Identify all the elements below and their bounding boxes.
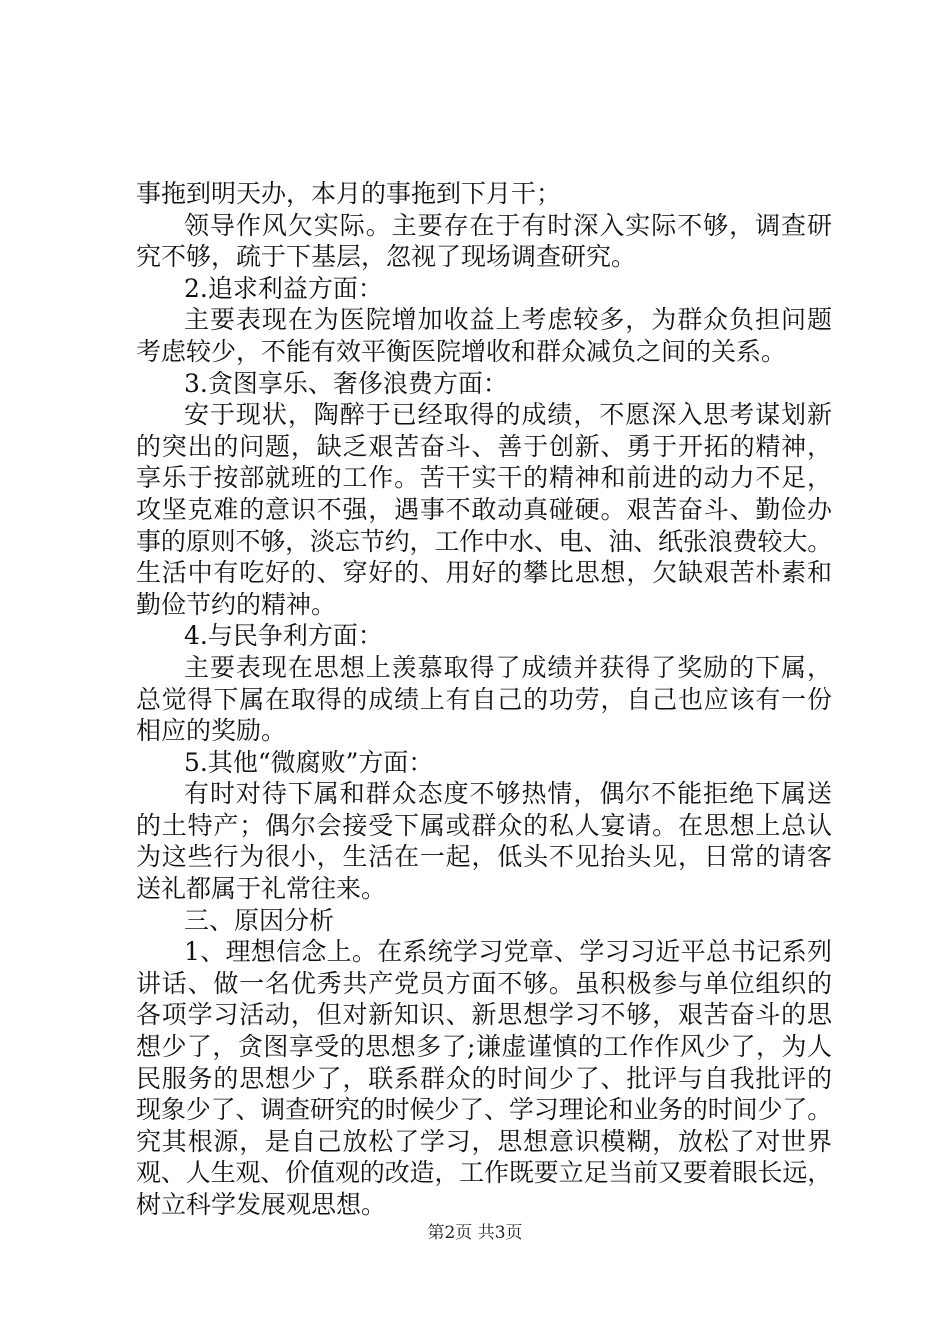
text-line: 为这些行为很小，生活在一起，低头不见抬头见，日常的请客 [136,842,832,872]
text-line: 观、人生观、价值观的改造，工作既要立足当前又要着眼长远， [136,1158,833,1188]
text-line: 现象少了、调查研究的时候少了、学习理论和业务的时间少了。 [136,1095,833,1125]
page-footer: 第2页 共3页 [427,1223,523,1243]
text-line: 相应的奖励。 [136,716,287,746]
text-line: 各项学习活动，但对新知识、新思想学习不够，艰苦奋斗的思 [136,1000,832,1030]
text-line: 考虑较少，不能有效平衡医院增收和群众减负之间的关系。 [136,336,787,366]
text-line: 安于现状，陶醉于已经取得的成绩，不愿深入思考谋划新 [184,400,832,430]
text-line: 4.与民争利方面： [184,621,383,651]
text-line: 有时对待下属和群众态度不够热情，偶尔不能拒绝下属送 [184,779,832,809]
text-line: 究不够，疏于下基层，忽视了现场调查研究。 [136,242,637,272]
text-line: 1、理想信念上。在系统学习党章、学习习近平总书记系列 [184,937,832,967]
text-line: 送礼都属于礼常往来。 [136,874,387,904]
text-line: 主要表现在思想上羡慕取得了成绩并获得了奖励的下属， [184,652,832,682]
text-line: 的突出的问题，缺乏艰苦奋斗、善于创新、勇于开拓的精神， [136,431,832,461]
text-line: 总觉得下属在取得的成绩上有自己的功劳，自己也应该有一份 [136,684,832,714]
text-line: 讲话、做一名优秀共产党员方面不够。虽积极参与单位组织的 [136,968,832,998]
text-line: 究其根源，是自己放松了学习，思想意识模糊，放松了对世界 [136,1126,832,1156]
text-line: 3.贪图享乐、奢侈浪费方面： [184,368,508,398]
text-line: 想少了，贪图享受的思想多了;谦虚谨慎的工作作风少了，为人 [136,1032,832,1062]
text-line: 享乐于按部就班的工作。苦干实干的精神和前进的动力不足， [136,463,832,493]
text-line: 事拖到明天办，本月的事拖到下月干； [136,179,562,208]
text-line: 民服务的思想少了，联系群众的时间少了、批评与自我批评的 [136,1063,832,1093]
text-line: 领导作风欠实际。主要存在于有时深入实际不够，调查研 [184,210,832,240]
text-line: 事的原则不够，淡忘节约，工作中水、电、油、纸张浪费较大。 [136,526,833,556]
text-line: 生活中有吃好的、穿好的、用好的攀比思想，欠缺艰苦朴素和 [136,558,832,588]
text-line: 树立科学发展观思想。 [136,1190,387,1219]
document-body [136,178,832,1221]
text-line: 主要表现在为医院增加收益上考虑较多，为群众负担问题 [184,305,832,335]
text-line: 攻坚克难的意识不强，遇事不敢动真碰硬。艰苦奋斗、勤俭办 [136,494,832,524]
text-line: 5.其他“微腐败”方面： [184,747,434,777]
text-line: 2.追求利益方面： [184,273,383,303]
text-line: 三、原因分析 [184,905,335,935]
text-line: 的土特产；偶尔会接受下属或群众的私人宴请。在思想上总认 [136,810,832,840]
text-line: 勤俭节约的精神。 [136,589,337,619]
